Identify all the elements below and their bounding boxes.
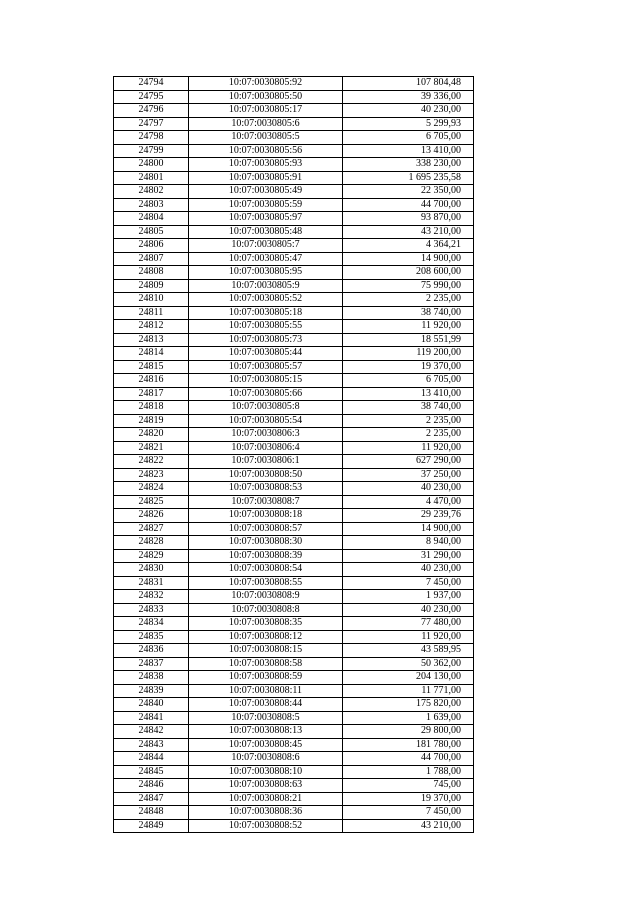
row-number-cell: 24817 xyxy=(114,387,189,401)
table-row xyxy=(114,711,474,725)
row-number-cell: 24811 xyxy=(114,306,189,320)
row-number-cell: 24827 xyxy=(114,522,189,536)
row-number-cell: 24809 xyxy=(114,279,189,293)
cadastral-number-cell: 10:07:0030806:1 xyxy=(189,455,343,469)
cadastral-number-cell: 10:07:0030805:91 xyxy=(189,171,343,185)
table-row xyxy=(114,293,474,307)
cadastral-number-cell: 10:07:0030808:21 xyxy=(189,792,343,806)
table-row xyxy=(114,131,474,145)
table-row xyxy=(114,590,474,604)
table-row xyxy=(114,266,474,280)
cadastral-number-cell: 10:07:0030808:6 xyxy=(189,752,343,766)
amount-cell: 2 235,00 xyxy=(343,414,474,428)
row-number-cell: 24832 xyxy=(114,590,189,604)
table-row xyxy=(114,252,474,266)
cadastral-number-cell: 10:07:0030808:53 xyxy=(189,482,343,496)
table-row xyxy=(114,603,474,617)
table-row xyxy=(114,428,474,442)
cadastral-number-cell: 10:07:0030808:58 xyxy=(189,657,343,671)
table-row xyxy=(114,401,474,415)
table-row xyxy=(114,725,474,739)
table-row xyxy=(114,158,474,172)
amount-cell: 43 210,00 xyxy=(343,819,474,833)
table-row xyxy=(114,117,474,131)
table-row xyxy=(114,468,474,482)
table-row xyxy=(114,752,474,766)
row-number-cell: 24845 xyxy=(114,765,189,779)
row-number-cell: 24812 xyxy=(114,320,189,334)
row-number-cell: 24810 xyxy=(114,293,189,307)
cadastral-number-cell: 10:07:0030805:57 xyxy=(189,360,343,374)
cadastral-number-cell: 10:07:0030808:30 xyxy=(189,536,343,550)
row-number-cell: 24794 xyxy=(114,77,189,91)
table-row xyxy=(114,185,474,199)
cadastral-number-cell: 10:07:0030805:52 xyxy=(189,293,343,307)
table-row xyxy=(114,360,474,374)
row-number-cell: 24825 xyxy=(114,495,189,509)
row-number-cell: 24823 xyxy=(114,468,189,482)
amount-cell: 627 290,00 xyxy=(343,455,474,469)
cadastral-number-cell: 10:07:0030805:44 xyxy=(189,347,343,361)
cadastral-number-cell: 10:07:0030808:54 xyxy=(189,563,343,577)
row-number-cell: 24830 xyxy=(114,563,189,577)
row-number-cell: 24840 xyxy=(114,698,189,712)
table-row xyxy=(114,144,474,158)
table-row xyxy=(114,549,474,563)
row-number-cell: 24821 xyxy=(114,441,189,455)
row-number-cell: 24835 xyxy=(114,630,189,644)
amount-cell: 13 410,00 xyxy=(343,387,474,401)
table-row xyxy=(114,522,474,536)
amount-cell: 338 230,00 xyxy=(343,158,474,172)
amount-cell: 6 705,00 xyxy=(343,374,474,388)
amount-cell: 44 700,00 xyxy=(343,752,474,766)
amount-cell: 75 990,00 xyxy=(343,279,474,293)
amount-cell: 2 235,00 xyxy=(343,293,474,307)
row-number-cell: 24836 xyxy=(114,644,189,658)
row-number-cell: 24815 xyxy=(114,360,189,374)
amount-cell: 14 900,00 xyxy=(343,522,474,536)
table-row xyxy=(114,738,474,752)
amount-cell: 40 230,00 xyxy=(343,603,474,617)
table-row xyxy=(114,104,474,118)
table-row xyxy=(114,198,474,212)
cadastral-number-cell: 10:07:0030805:47 xyxy=(189,252,343,266)
row-number-cell: 24841 xyxy=(114,711,189,725)
table-row xyxy=(114,630,474,644)
row-number-cell: 24820 xyxy=(114,428,189,442)
table-row xyxy=(114,779,474,793)
cadastral-number-cell: 10:07:0030805:49 xyxy=(189,185,343,199)
table-row xyxy=(114,765,474,779)
table-row xyxy=(114,792,474,806)
row-number-cell: 24801 xyxy=(114,171,189,185)
row-number-cell: 24800 xyxy=(114,158,189,172)
cadastral-number-cell: 10:07:0030808:55 xyxy=(189,576,343,590)
row-number-cell: 24819 xyxy=(114,414,189,428)
row-number-cell: 24813 xyxy=(114,333,189,347)
cadastral-number-cell: 10:07:0030805:9 xyxy=(189,279,343,293)
amount-cell: 29 239,76 xyxy=(343,509,474,523)
cadastral-number-cell: 10:07:0030805:97 xyxy=(189,212,343,226)
amount-cell: 4 364,21 xyxy=(343,239,474,253)
amount-cell: 11 771,00 xyxy=(343,684,474,698)
amount-cell: 19 370,00 xyxy=(343,360,474,374)
cadastral-number-cell: 10:07:0030806:4 xyxy=(189,441,343,455)
amount-cell: 93 870,00 xyxy=(343,212,474,226)
cadastral-number-cell: 10:07:0030808:10 xyxy=(189,765,343,779)
row-number-cell: 24807 xyxy=(114,252,189,266)
table-row xyxy=(114,495,474,509)
cadastral-number-cell: 10:07:0030808:15 xyxy=(189,644,343,658)
cadastral-number-cell: 10:07:0030808:35 xyxy=(189,617,343,631)
amount-cell: 208 600,00 xyxy=(343,266,474,280)
cadastral-number-cell: 10:07:0030808:57 xyxy=(189,522,343,536)
row-number-cell: 24849 xyxy=(114,819,189,833)
row-number-cell: 24826 xyxy=(114,509,189,523)
row-number-cell: 24844 xyxy=(114,752,189,766)
row-number-cell: 24806 xyxy=(114,239,189,253)
amount-cell: 31 290,00 xyxy=(343,549,474,563)
table-row xyxy=(114,819,474,833)
cadastral-number-cell: 10:07:0030808:11 xyxy=(189,684,343,698)
amount-cell: 1 788,00 xyxy=(343,765,474,779)
table-row xyxy=(114,374,474,388)
cadastral-number-cell: 10:07:0030805:18 xyxy=(189,306,343,320)
amount-cell: 29 800,00 xyxy=(343,725,474,739)
row-number-cell: 24848 xyxy=(114,806,189,820)
cadastral-number-cell: 10:07:0030808:39 xyxy=(189,549,343,563)
amount-cell: 4 470,00 xyxy=(343,495,474,509)
cadastral-number-cell: 10:07:0030805:6 xyxy=(189,117,343,131)
row-number-cell: 24822 xyxy=(114,455,189,469)
amount-cell: 43 589,95 xyxy=(343,644,474,658)
table-row xyxy=(114,482,474,496)
cadastral-number-cell: 10:07:0030808:36 xyxy=(189,806,343,820)
table-row xyxy=(114,306,474,320)
amount-cell: 1 695 235,58 xyxy=(343,171,474,185)
amount-cell: 181 780,00 xyxy=(343,738,474,752)
table-row xyxy=(114,171,474,185)
amount-cell: 745,00 xyxy=(343,779,474,793)
table-row xyxy=(114,279,474,293)
cadastral-number-cell: 10:07:0030805:56 xyxy=(189,144,343,158)
cadastral-number-cell: 10:07:0030808:44 xyxy=(189,698,343,712)
amount-cell: 13 410,00 xyxy=(343,144,474,158)
amount-cell: 11 920,00 xyxy=(343,630,474,644)
table-row xyxy=(114,563,474,577)
cadastral-number-cell: 10:07:0030808:12 xyxy=(189,630,343,644)
amount-cell: 7 450,00 xyxy=(343,806,474,820)
cadastral-number-cell: 10:07:0030808:63 xyxy=(189,779,343,793)
amount-cell: 11 920,00 xyxy=(343,320,474,334)
amount-cell: 2 235,00 xyxy=(343,428,474,442)
row-number-cell: 24831 xyxy=(114,576,189,590)
amount-cell: 38 740,00 xyxy=(343,306,474,320)
table-row xyxy=(114,698,474,712)
amount-cell: 1 937,00 xyxy=(343,590,474,604)
cadastral-number-cell: 10:07:0030808:8 xyxy=(189,603,343,617)
amount-cell: 37 250,00 xyxy=(343,468,474,482)
row-number-cell: 24805 xyxy=(114,225,189,239)
row-number-cell: 24824 xyxy=(114,482,189,496)
table-row xyxy=(114,414,474,428)
cadastral-number-cell: 10:07:0030805:92 xyxy=(189,77,343,91)
amount-cell: 204 130,00 xyxy=(343,671,474,685)
amount-cell: 14 900,00 xyxy=(343,252,474,266)
table-row xyxy=(114,684,474,698)
table-row xyxy=(114,77,474,91)
amount-cell: 40 230,00 xyxy=(343,563,474,577)
row-number-cell: 24796 xyxy=(114,104,189,118)
table-row xyxy=(114,576,474,590)
cadastral-number-cell: 10:07:0030805:48 xyxy=(189,225,343,239)
cadastral-number-cell: 10:07:0030805:7 xyxy=(189,239,343,253)
row-number-cell: 24814 xyxy=(114,347,189,361)
table-row xyxy=(114,239,474,253)
amount-cell: 40 230,00 xyxy=(343,104,474,118)
table-row xyxy=(114,617,474,631)
cadastral-number-cell: 10:07:0030805:93 xyxy=(189,158,343,172)
amount-cell: 22 350,00 xyxy=(343,185,474,199)
table-row xyxy=(114,536,474,550)
amount-cell: 6 705,00 xyxy=(343,131,474,145)
amount-cell: 38 740,00 xyxy=(343,401,474,415)
amount-cell: 1 639,00 xyxy=(343,711,474,725)
row-number-cell: 24799 xyxy=(114,144,189,158)
table-row xyxy=(114,225,474,239)
row-number-cell: 24847 xyxy=(114,792,189,806)
amount-cell: 43 210,00 xyxy=(343,225,474,239)
table-row xyxy=(114,644,474,658)
data-table xyxy=(113,76,474,833)
cadastral-number-cell: 10:07:0030805:8 xyxy=(189,401,343,415)
amount-cell: 119 200,00 xyxy=(343,347,474,361)
cadastral-number-cell: 10:07:0030808:52 xyxy=(189,819,343,833)
row-number-cell: 24803 xyxy=(114,198,189,212)
amount-cell: 7 450,00 xyxy=(343,576,474,590)
row-number-cell: 24833 xyxy=(114,603,189,617)
amount-cell: 5 299,93 xyxy=(343,117,474,131)
amount-cell: 39 336,00 xyxy=(343,90,474,104)
cadastral-number-cell: 10:07:0030808:59 xyxy=(189,671,343,685)
amount-cell: 19 370,00 xyxy=(343,792,474,806)
row-number-cell: 24839 xyxy=(114,684,189,698)
amount-cell: 50 362,00 xyxy=(343,657,474,671)
cadastral-number-cell: 10:07:0030808:9 xyxy=(189,590,343,604)
cadastral-number-cell: 10:07:0030808:13 xyxy=(189,725,343,739)
cadastral-number-cell: 10:07:0030805:73 xyxy=(189,333,343,347)
row-number-cell: 24829 xyxy=(114,549,189,563)
table-row xyxy=(114,441,474,455)
row-number-cell: 24818 xyxy=(114,401,189,415)
cadastral-number-cell: 10:07:0030805:55 xyxy=(189,320,343,334)
row-number-cell: 24846 xyxy=(114,779,189,793)
cadastral-number-cell: 10:07:0030805:5 xyxy=(189,131,343,145)
amount-cell: 175 820,00 xyxy=(343,698,474,712)
table-row xyxy=(114,347,474,361)
row-number-cell: 24828 xyxy=(114,536,189,550)
cadastral-number-cell: 10:07:0030805:59 xyxy=(189,198,343,212)
row-number-cell: 24834 xyxy=(114,617,189,631)
table-row xyxy=(114,333,474,347)
cadastral-number-cell: 10:07:0030808:45 xyxy=(189,738,343,752)
row-number-cell: 24838 xyxy=(114,671,189,685)
row-number-cell: 24802 xyxy=(114,185,189,199)
cadastral-number-cell: 10:07:0030808:5 xyxy=(189,711,343,725)
table-row xyxy=(114,455,474,469)
row-number-cell: 24816 xyxy=(114,374,189,388)
table-row xyxy=(114,90,474,104)
table-row xyxy=(114,671,474,685)
cadastral-number-cell: 10:07:0030805:15 xyxy=(189,374,343,388)
table-row xyxy=(114,657,474,671)
table-row xyxy=(114,387,474,401)
row-number-cell: 24843 xyxy=(114,738,189,752)
row-number-cell: 24797 xyxy=(114,117,189,131)
amount-cell: 18 551,99 xyxy=(343,333,474,347)
amount-cell: 77 480,00 xyxy=(343,617,474,631)
row-number-cell: 24804 xyxy=(114,212,189,226)
cadastral-number-cell: 10:07:0030805:17 xyxy=(189,104,343,118)
table-row xyxy=(114,212,474,226)
amount-cell: 8 940,00 xyxy=(343,536,474,550)
cadastral-number-cell: 10:07:0030805:66 xyxy=(189,387,343,401)
cadastral-number-cell: 10:07:0030808:18 xyxy=(189,509,343,523)
table-row xyxy=(114,509,474,523)
cadastral-number-cell: 10:07:0030808:7 xyxy=(189,495,343,509)
table-row xyxy=(114,320,474,334)
table-row xyxy=(114,806,474,820)
cadastral-number-cell: 10:07:0030805:50 xyxy=(189,90,343,104)
amount-cell: 107 804,48 xyxy=(343,77,474,91)
row-number-cell: 24808 xyxy=(114,266,189,280)
row-number-cell: 24798 xyxy=(114,131,189,145)
row-number-cell: 24795 xyxy=(114,90,189,104)
amount-cell: 40 230,00 xyxy=(343,482,474,496)
amount-cell: 11 920,00 xyxy=(343,441,474,455)
cadastral-number-cell: 10:07:0030808:50 xyxy=(189,468,343,482)
row-number-cell: 24842 xyxy=(114,725,189,739)
row-number-cell: 24837 xyxy=(114,657,189,671)
table-body xyxy=(114,77,474,833)
cadastral-number-cell: 10:07:0030805:54 xyxy=(189,414,343,428)
cadastral-number-cell: 10:07:0030806:3 xyxy=(189,428,343,442)
amount-cell: 44 700,00 xyxy=(343,198,474,212)
cadastral-number-cell: 10:07:0030805:95 xyxy=(189,266,343,280)
